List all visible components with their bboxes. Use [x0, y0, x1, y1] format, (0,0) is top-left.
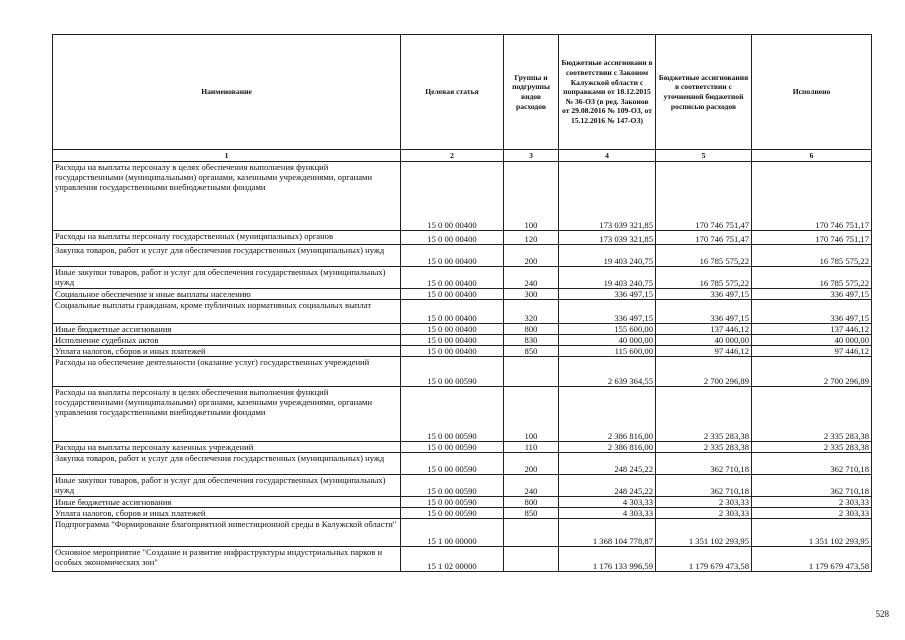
row-name: Основное мероприятие "Создание и развитие инфраструктуры индустриальных парков и особых экономических зон": [53, 547, 401, 572]
row-target-code: 15 0 00 00400: [401, 300, 504, 324]
row-target-code: 15 0 00 00590: [401, 442, 504, 453]
row-roster-amount: 362 710,18: [656, 475, 752, 497]
row-law-amount: 2 386 816,00: [559, 387, 656, 442]
row-name: Расходы на выплаты персоналу государственных (муниципальных) органов: [53, 231, 401, 245]
row-executed-amount: 170 746 751,17: [752, 162, 872, 231]
row-law-amount: 173 039 321,85: [559, 162, 656, 231]
col-header-name: Наименование: [53, 35, 401, 150]
row-executed-amount: 16 785 575,22: [752, 245, 872, 267]
row-roster-amount: 170 746 751,47: [656, 162, 752, 231]
row-law-amount: 2 386 816,00: [559, 442, 656, 453]
row-name: Уплата налогов, сборов и иных платежей: [53, 346, 401, 357]
table-row: [53, 245, 872, 267]
row-law-amount: 155 600,00: [559, 324, 656, 335]
table-row: [53, 508, 872, 519]
row-target-code: 15 0 00 00400: [401, 267, 504, 289]
row-group-code: 800: [504, 324, 559, 335]
row-target-code: 15 0 00 00590: [401, 357, 504, 387]
row-executed-amount: 2 700 296,89: [752, 357, 872, 387]
row-group-code: 240: [504, 475, 559, 497]
row-law-amount: 173 039 321,85: [559, 231, 656, 245]
row-name: Иные закупки товаров, работ и услуг для обеспечения государственных (муниципальных) нужд: [53, 475, 401, 497]
budget-sheet: [52, 34, 871, 572]
row-roster-amount: 16 785 575,22: [656, 245, 752, 267]
row-law-amount: 4 303,33: [559, 508, 656, 519]
row-law-amount: 4 303,33: [559, 497, 656, 508]
row-executed-amount: 2 303,33: [752, 508, 872, 519]
row-group-code: [504, 547, 559, 572]
row-name: Социальные выплаты гражданам, кроме публичных нормативных социальных выплат: [53, 300, 401, 324]
row-law-amount: 19 403 240,75: [559, 245, 656, 267]
row-group-code: 100: [504, 162, 559, 231]
table-row: [53, 453, 872, 475]
row-target-code: 15 0 00 00400: [401, 324, 504, 335]
row-roster-amount: 1 351 102 293,95: [656, 519, 752, 547]
row-executed-amount: 2 335 283,38: [752, 442, 872, 453]
row-target-code: 15 0 00 00590: [401, 387, 504, 442]
row-law-amount: 40 000,00: [559, 335, 656, 346]
row-target-code: 15 0 00 00400: [401, 245, 504, 267]
row-name: Закупка товаров, работ и услуг для обеспечения государственных (муниципальных) нужд: [53, 245, 401, 267]
row-group-code: 320: [504, 300, 559, 324]
row-group-code: 100: [504, 387, 559, 442]
row-target-code: 15 0 00 00590: [401, 475, 504, 497]
row-name: Расходы на выплаты персоналу в целях обеспечения выполнения функций государственными (муниципальными) органами, казенными учреждениями, органами управления государственными внебюджетными фондами: [53, 387, 401, 442]
table-row: [53, 497, 872, 508]
row-group-code: [504, 519, 559, 547]
col-header-roster: Бюджетные ассигнования в соответствии с уточненной бюджетной росписью расходов: [656, 35, 752, 150]
header-row: [53, 35, 872, 150]
row-name: Иные закупки товаров, работ и услуг для обеспечения государственных (муниципальных) нужд: [53, 267, 401, 289]
row-roster-amount: 2 700 296,89: [656, 357, 752, 387]
row-executed-amount: 97 446,12: [752, 346, 872, 357]
table-row: [53, 475, 872, 497]
row-executed-amount: 1 351 102 293,95: [752, 519, 872, 547]
row-target-code: 15 1 00 00000: [401, 519, 504, 547]
row-roster-amount: 2 303,33: [656, 508, 752, 519]
row-target-code: 15 0 00 00590: [401, 508, 504, 519]
row-group-code: 830: [504, 335, 559, 346]
table-body: [53, 162, 872, 572]
row-name: Закупка товаров, работ и услуг для обеспечения государственных (муниципальных) нужд: [53, 453, 401, 475]
row-group-code: 200: [504, 245, 559, 267]
row-group-code: [504, 357, 559, 387]
row-group-code: 120: [504, 231, 559, 245]
table-row: [53, 267, 872, 289]
budget-table: [52, 34, 872, 572]
row-law-amount: 19 403 240,75: [559, 267, 656, 289]
row-law-amount: 248 245,22: [559, 475, 656, 497]
row-group-code: 240: [504, 267, 559, 289]
row-roster-amount: 16 785 575,22: [656, 267, 752, 289]
row-law-amount: 1 368 104 778,87: [559, 519, 656, 547]
row-target-code: 15 0 00 00590: [401, 453, 504, 475]
row-executed-amount: 362 710,18: [752, 453, 872, 475]
row-executed-amount: 137 446,12: [752, 324, 872, 335]
col-header-executed: Исполнено: [752, 35, 872, 150]
row-group-code: 300: [504, 289, 559, 300]
table-row: [53, 324, 872, 335]
row-group-code: 200: [504, 453, 559, 475]
row-roster-amount: 40 000,00: [656, 335, 752, 346]
row-law-amount: 336 497,15: [559, 289, 656, 300]
row-name: Исполнение судебных актов: [53, 335, 401, 346]
row-executed-amount: 336 497,15: [752, 300, 872, 324]
row-group-code: 110: [504, 442, 559, 453]
row-target-code: 15 1 02 00000: [401, 547, 504, 572]
row-name: Уплата налогов, сборов и иных платежей: [53, 508, 401, 519]
row-name: Подпрограмма "Формирование благоприятной инвестиционной среды в Калужской области": [53, 519, 401, 547]
row-executed-amount: 2 303,33: [752, 497, 872, 508]
row-target-code: 15 0 00 00400: [401, 231, 504, 245]
row-law-amount: 1 176 133 996,59: [559, 547, 656, 572]
row-group-code: 850: [504, 508, 559, 519]
table-row: [53, 300, 872, 324]
row-executed-amount: 40 000,00: [752, 335, 872, 346]
table-row: [53, 519, 872, 547]
table-row: [53, 387, 872, 442]
row-executed-amount: 362 710,18: [752, 475, 872, 497]
table-row: [53, 162, 872, 231]
row-roster-amount: 2 335 283,38: [656, 387, 752, 442]
row-law-amount: 115 600,00: [559, 346, 656, 357]
row-law-amount: 336 497,15: [559, 300, 656, 324]
row-executed-amount: 336 497,15: [752, 289, 872, 300]
row-executed-amount: 16 785 575,22: [752, 267, 872, 289]
col-number: 1: [53, 150, 401, 162]
row-roster-amount: 97 446,12: [656, 346, 752, 357]
col-header-target: Целевая статья: [401, 35, 504, 150]
row-name: Расходы на выплаты персоналу казенных учреждений: [53, 442, 401, 453]
row-target-code: 15 0 00 00400: [401, 335, 504, 346]
row-target-code: 15 0 00 00400: [401, 346, 504, 357]
table-row: [53, 357, 872, 387]
table-row: [53, 346, 872, 357]
table-row: [53, 442, 872, 453]
col-number: 2: [401, 150, 504, 162]
row-target-code: 15 0 00 00590: [401, 497, 504, 508]
row-target-code: 15 0 00 00400: [401, 162, 504, 231]
table-row: [53, 335, 872, 346]
row-name: Расходы на обеспечение деятельности (оказание услуг) государственных учреждений: [53, 357, 401, 387]
col-header-law: Бюджетные ассигновани в соответствии с Законом Калужской области с поправками от 18.12.2015 № 36-ОЗ (в ред. Законов от 29.08.2016 № 109-ОЗ, от 15.12.2016 № 147-ОЗ): [559, 35, 656, 150]
table-row: [53, 231, 872, 245]
row-roster-amount: 2 303,33: [656, 497, 752, 508]
row-executed-amount: 170 746 751,17: [752, 231, 872, 245]
col-number: 5: [656, 150, 752, 162]
row-group-code: 800: [504, 497, 559, 508]
col-number: 3: [504, 150, 559, 162]
row-group-code: 850: [504, 346, 559, 357]
row-name: Расходы на выплаты персоналу в целях обеспечения выполнения функций государственными (муниципальными) органами, казенными учреждениями, органами управления государственными внебюджетными фондами: [53, 162, 401, 231]
row-name: Иные бюджетные ассигнования: [53, 497, 401, 508]
row-law-amount: 248 245,22: [559, 453, 656, 475]
column-number-row: [53, 150, 872, 162]
row-name: Иные бюджетные ассигнования: [53, 324, 401, 335]
page-number: 528: [875, 609, 889, 619]
col-number: 4: [559, 150, 656, 162]
col-number: 6: [752, 150, 872, 162]
row-roster-amount: 137 446,12: [656, 324, 752, 335]
row-target-code: 15 0 00 00400: [401, 289, 504, 300]
row-roster-amount: 336 497,15: [656, 289, 752, 300]
row-executed-amount: 1 179 679 473,58: [752, 547, 872, 572]
table-row: [53, 547, 872, 572]
table-row: [53, 289, 872, 300]
row-name: Социальное обеспечение и иные выплаты населению: [53, 289, 401, 300]
row-law-amount: 2 639 364,55: [559, 357, 656, 387]
col-header-group: Группы и подгруппы видов расходов: [504, 35, 559, 150]
row-roster-amount: 2 335 283,38: [656, 442, 752, 453]
row-roster-amount: 170 746 751,47: [656, 231, 752, 245]
row-executed-amount: 2 335 283,38: [752, 387, 872, 442]
row-roster-amount: 362 710,18: [656, 453, 752, 475]
row-roster-amount: 1 179 679 473,58: [656, 547, 752, 572]
row-roster-amount: 336 497,15: [656, 300, 752, 324]
